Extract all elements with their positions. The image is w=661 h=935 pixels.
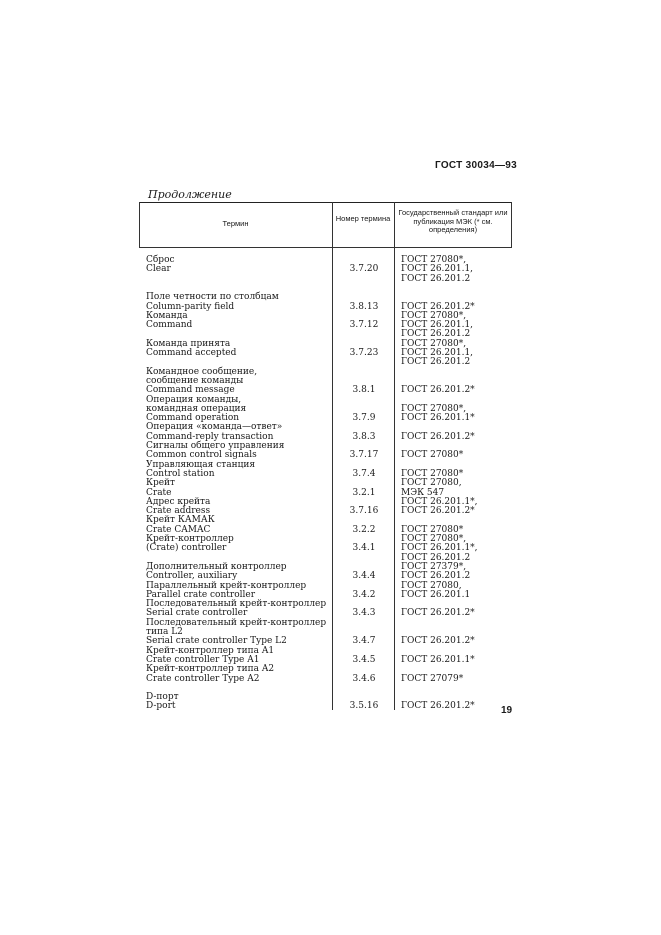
terms-table xyxy=(139,202,512,710)
term-cell: Управляющая станция xyxy=(146,459,256,470)
term-cell: Crate xyxy=(146,487,172,498)
standard-cell: ГОСТ 27079* xyxy=(401,673,464,684)
term-cell: типа L2 xyxy=(146,627,183,637)
standard-cell: ГОСТ 27080* xyxy=(401,524,464,535)
standard-cell: ГОСТ 26.201.2 xyxy=(401,273,471,284)
term-cell: (Crate) controller xyxy=(146,543,227,554)
number-cell: 3.4.7 xyxy=(352,636,376,647)
standard-cell: МЭК 547 xyxy=(401,487,445,498)
number-cell: 3.5.16 xyxy=(349,701,379,712)
standard-cell: ГОСТ 27080*, xyxy=(401,403,467,414)
standard-cell: ГОСТ 27080* xyxy=(401,468,464,479)
number-cell: 3.2.2 xyxy=(352,524,376,535)
standard-cell: ГОСТ 26.201.1* xyxy=(401,413,475,424)
standard-cell: ГОСТ 26.201.1*, xyxy=(401,543,478,554)
standard-cell: ГОСТ 26.201.2* xyxy=(401,431,475,442)
continuation-label: Продолжение xyxy=(148,188,232,201)
number-cell: 3.7.20 xyxy=(349,264,379,275)
number-cell: 3.8.1 xyxy=(352,385,376,396)
table-row xyxy=(139,684,512,693)
term-cell: Column-parity field xyxy=(146,301,235,312)
table-row xyxy=(139,544,512,553)
standard-cell: ГОСТ 27080*, xyxy=(401,310,467,321)
standard-cell: ГОСТ 26.201.1, xyxy=(401,264,474,275)
number-cell: 3.7.12 xyxy=(349,320,379,331)
number-cell: 3.4.5 xyxy=(352,654,376,665)
term-cell: Crate controller Type A2 xyxy=(146,673,260,684)
standard-cell: ГОСТ 26.201.1*, xyxy=(401,496,478,507)
term-cell: Crate CAMAC xyxy=(146,524,211,535)
number-cell: 3.4.1 xyxy=(352,543,376,554)
standard-cell: ГОСТ 26.201.2* xyxy=(401,608,475,619)
term-cell: Crate controller Type A1 xyxy=(146,654,260,665)
table-row xyxy=(139,265,512,274)
term-cell: Command message xyxy=(146,385,235,396)
number-cell: 3.4.3 xyxy=(352,608,376,619)
term-cell: Сигналы общего управления xyxy=(146,441,285,451)
term-cell: Крейт-контроллер типа A2 xyxy=(146,664,275,675)
standard-cell: ГОСТ 26.201.2 xyxy=(401,552,471,563)
number-cell: 3.8.3 xyxy=(352,431,376,442)
term-cell: Командное сообщение, xyxy=(146,366,258,377)
term-cell: Крейт-контроллер типа A1 xyxy=(146,645,275,656)
table-row xyxy=(139,386,512,395)
standard-cell: ГОСТ 27080*, xyxy=(401,534,467,544)
page-number: 19 xyxy=(501,705,513,716)
table-row xyxy=(139,702,512,711)
table-row xyxy=(139,293,512,302)
standard-cell: ГОСТ 26.201.2* xyxy=(401,506,475,517)
table-row xyxy=(139,275,512,284)
table-row xyxy=(139,619,512,628)
term-cell: Параллельный крейт-контроллер xyxy=(146,580,307,591)
standard-cell: ГОСТ 26.201.1* xyxy=(401,654,475,665)
term-cell: Операция «команда—ответ» xyxy=(146,422,283,433)
table-row xyxy=(139,665,512,674)
term-cell: Дополнительный контроллер xyxy=(146,561,287,572)
document-header: ГОСТ 30034—93 xyxy=(434,160,517,171)
term-cell: Поле четности по столбцам xyxy=(146,292,279,303)
table-row xyxy=(139,572,512,581)
term-cell: Command accepted xyxy=(146,348,237,358)
standard-cell: ГОСТ 26.201.1, xyxy=(401,320,474,331)
number-cell: 3.2.1 xyxy=(352,487,376,498)
term-cell: Сброс xyxy=(146,255,175,265)
standard-cell: ГОСТ 26.201.1 xyxy=(401,589,471,600)
table-row xyxy=(139,358,512,367)
standard-cell: ГОСТ 27080* xyxy=(401,450,464,461)
term-cell: Controller, auxiliary xyxy=(146,571,238,582)
standard-cell: ГОСТ 26.201.2* xyxy=(401,701,475,712)
term-cell: Command xyxy=(146,320,193,331)
number-cell: 3.7.4 xyxy=(352,468,376,479)
standard-cell: ГОСТ 27379*, xyxy=(401,561,467,572)
term-cell: Крейт КАМАК xyxy=(146,515,215,526)
standard-cell: ГОСТ 27080, xyxy=(401,478,462,489)
table-row xyxy=(139,451,512,460)
term-cell: Serial crate controller xyxy=(146,608,248,619)
number-cell: 3.7.17 xyxy=(349,450,379,461)
term-cell: Command-reply transaction xyxy=(146,431,274,442)
term-cell: Крейт xyxy=(146,478,176,489)
standard-cell: ГОСТ 26.201.2 xyxy=(401,329,471,340)
term-cell: D-порт xyxy=(146,692,179,703)
standard-cell: ГОСТ 26.201.2 xyxy=(401,571,471,582)
standard-cell: ГОСТ 26.201.1, xyxy=(401,348,474,358)
term-cell: Clear xyxy=(146,264,171,275)
number-cell: 3.4.2 xyxy=(352,589,376,600)
term-cell: Common control signals xyxy=(146,450,257,461)
standard-cell: ГОСТ 27080*, xyxy=(401,338,467,349)
term-cell: Parallel crate controller xyxy=(146,589,255,600)
term-cell: Control station xyxy=(146,468,215,479)
number-cell: 3.4.6 xyxy=(352,673,376,684)
term-cell: сообщение команды xyxy=(146,375,244,386)
standard-cell: ГОСТ 26.201.2 xyxy=(401,357,471,368)
term-cell: Serial crate controller Type L2 xyxy=(146,636,287,647)
term-cell: Command operation xyxy=(146,413,240,424)
table-top-rule xyxy=(139,202,512,203)
table-row xyxy=(139,637,512,646)
number-cell: 3.7.16 xyxy=(349,506,379,517)
number-cell: 3.7.9 xyxy=(352,413,376,424)
standard-cell: ГОСТ 26.201.2* xyxy=(401,636,475,647)
term-cell: D-port xyxy=(146,701,176,712)
number-cell: 3.4.4 xyxy=(352,571,376,582)
header-number: Номер термина xyxy=(335,214,391,223)
header-standard: Государственный стандарт или публикация МЭК (* см. определения) xyxy=(398,208,508,234)
term-cell: Команда принята xyxy=(146,338,231,349)
standard-cell: ГОСТ 26.201.2* xyxy=(401,385,475,396)
term-cell: Последовательный крейт-контроллер xyxy=(146,617,327,628)
number-cell: 3.7.23 xyxy=(349,348,379,358)
standard-cell: ГОСТ 27080, xyxy=(401,580,462,591)
table-row xyxy=(139,675,512,684)
header-term: Термин xyxy=(222,219,249,228)
term-cell: Адрес крейта xyxy=(146,496,211,507)
term-cell: командная операция xyxy=(146,403,247,414)
standard-cell: ГОСТ 27080*, xyxy=(401,255,467,265)
standard-cell: ГОСТ 26.201.2* xyxy=(401,301,475,312)
term-cell: Команда xyxy=(146,310,188,321)
term-cell: Крейт-контроллер xyxy=(146,534,234,544)
term-cell: Операция команды, xyxy=(146,394,242,405)
term-cell: Последовательный крейт-контроллер xyxy=(146,599,327,610)
term-cell: Crate address xyxy=(146,506,211,517)
table-header-rule xyxy=(139,247,512,248)
number-cell: 3.8.13 xyxy=(349,301,379,312)
table-row xyxy=(139,479,512,488)
